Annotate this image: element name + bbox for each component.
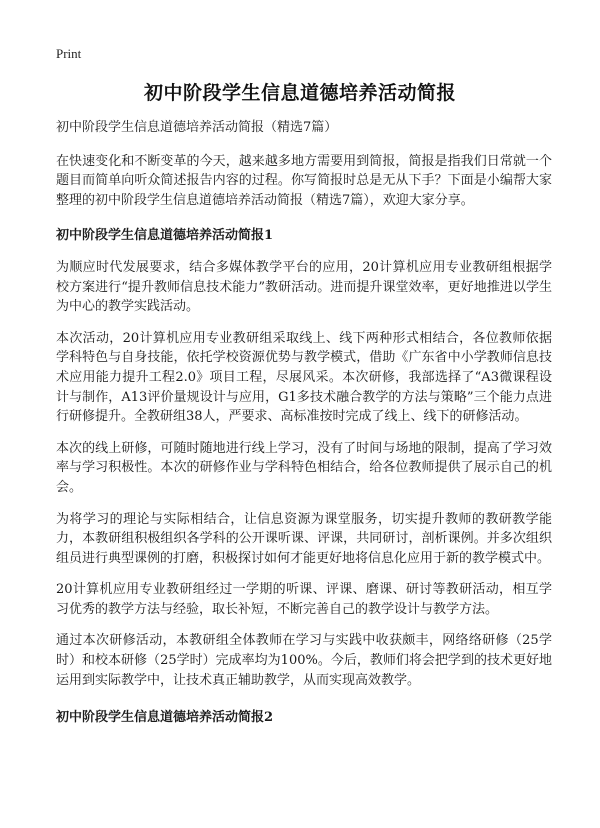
intro-paragraph: 在快速变化和不断变革的今天，越来越多地方需要用到简报，简报是指我们日常就一个题目而简单向听众简述报告内容的过程。你写简报时总是无从下手？下面是小编帮大家整理的初中阶段学生信息道德培养活动简报（精选7篇），欢迎大家分享。 — [56, 153, 552, 208]
page-title: 初中阶段学生信息道德培养活动简报 — [143, 82, 456, 104]
section-1-paragraph-2: 本次活动，20计算机应用专业教研组采取线上、线下两种形式相结合，各位教师依据学科特色与自身技能，依托学校资源优势与教学模式，借助《广东省中小学教师信息技术应用能力提升工程2.0》项目工程，尽展风采。本次研修，我部选择了“A3微课程设计与制作，A13评价量规设计与应用，G1多技术融合教学的方法与策略”三个能力点进行研修提升。全教研组38人，严要求、高标准按时完成了线上、线下的研修活动。 — [56, 330, 552, 425]
article-subtitle: 初中阶段学生信息道德培养活动简报（精选7篇） — [56, 120, 338, 135]
section-1-paragraph-3: 本次的线上研修，可随时随地进行线上学习，没有了时间与场地的限制，提高了学习效率与学习积极性。本次的研修作业与学科特色相结合，给各位教师提供了展示自己的机会。 — [56, 440, 552, 495]
section-1-paragraph-4: 为将学习的理论与实际相结合，让信息资源为课堂服务，切实提升教师的教研教学能力，本教研组积极组织各学科的公开课听课、评课，共同研讨，剖析课例。并多次组织组员进行典型课例的打磨，积极探讨如何才能更好地将信息化应用于新的教学模式中。 — [56, 511, 552, 566]
section-1-paragraph-1: 为顺应时代发展要求，结合多媒体教学平台的应用，20计算机应用专业教研组根据学校方案进行“提升教师信息技术能力”教研活动。进而提升课堂效率，更好地推进以学生为中心的教学实践活动。 — [56, 259, 552, 315]
section-1-heading: 初中阶段学生信息道德培养活动简报1 — [56, 228, 274, 244]
section-1-paragraph-6: 通过本次研修活动，本教研组全体教师在学习与实践中收获颇丰，网络络研修（25学时）和校本研修（25学时）完成率均为100%。今后，教师们将会把学到的技术更好地运用到实际教学中，让技术真正辅助教学，从而实现高效教学。 — [56, 633, 552, 688]
section-2-heading: 初中阶段学生信息道德培养活动简报2 — [56, 710, 274, 726]
print-link[interactable]: Print — [56, 46, 82, 61]
section-1-paragraph-5: 20计算机应用专业教研组经过一学期的听课、评课、磨课、研讨等教研活动，相互学习优秀的教学方法与经验，取长补短，不断完善自己的教学设计与教学方法。 — [56, 582, 552, 617]
article-body — [56, 118, 552, 740]
